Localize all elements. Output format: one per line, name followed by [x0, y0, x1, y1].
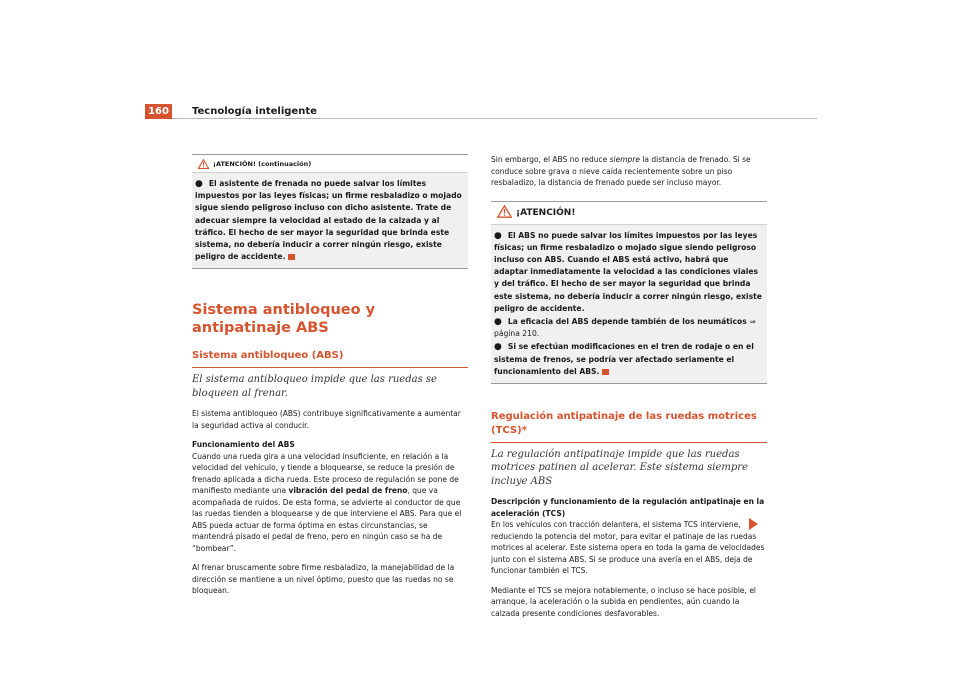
bullet-icon: ●: [494, 342, 502, 353]
tcs-lead: La regulación antipatinaje impide que las ruedas motrices patinen al acelerar. Este sistema siempre incluye ABS: [491, 448, 749, 487]
warning-item-text: Si se efectúan modificaciones en el tren de rodaje o en el sistema de frenos, se podría ver afectado seriamente el funcionamiento del ABS.: [494, 342, 754, 376]
abs-distance-text: [491, 154, 767, 189]
section-title: Sistema antibloqueo y antipatinaje ABS: [192, 302, 376, 337]
warning-item-text: El ABS no puede salvar los límites impuestos por las leyes físicas; un firme resbaladizo o mojado sigue siendo peligroso incluso con ABS. Cuando el ABS está activo, habrá que adaptar inmediatamente la velocidad a las condiciones viales y del tráfico. El hecho de ser mayor la seguridad que brinda este sistema, no debería inducir a correr ningún riesgo, existe peligro de accidente.: [494, 230, 762, 313]
abs-function-text: [192, 451, 468, 555]
warning-triangle-icon: [198, 154, 209, 173]
text-run: Sin embargo, el ABS no reduce: [491, 155, 610, 164]
warning-item: [494, 230, 764, 315]
warning-triangle-icon: [497, 203, 512, 222]
warning-header: [491, 202, 767, 225]
text-run-bold: vibración del pedal de freno: [288, 486, 408, 496]
page-number: 160: [145, 104, 172, 119]
subsection-title-tcs: Regulación antipatinaje de las ruedas motrices (TCS)*: [491, 410, 767, 443]
continue-arrow-icon: [749, 518, 758, 530]
abs-intro: El sistema antibloqueo (ABS) contribuye significativamente a aumentar la seguridad activa al conducir.: [192, 409, 461, 430]
warning-item: [195, 178, 465, 263]
warning-body: [491, 225, 767, 383]
warning-item-text: La eficacia del ABS depende también de los neumáticos: [507, 316, 750, 326]
right-column: [491, 154, 767, 619]
subsection-title-abs: Sistema antibloqueo (ABS): [192, 349, 468, 368]
tcs-description-text: En los vehículos con tracción delantera, el sistema TCS interviene, reduciendo la potencia del motor, para evitar el patinaje de las ruedas motrices al acelerar. Este sistema opera en toda la gama de velocidades junto con el sistema ABS. Si se produce una avería en el ABS, deja de funcionar también el TCS.: [491, 520, 765, 576]
abs-lead: El sistema antibloqueo impide que las ruedas se bloqueen al frenar.: [192, 374, 437, 399]
warning-item: [494, 316, 764, 340]
text-run: , que va acompañada de ruidos. De esta forma, se advierte al conductor de que las ruedas tienden a bloquearse y de que interviene el ABS. Para que el ABS pueda actuar de forma óptima en estas circunstancias, se mantendrá pisado el pedal de freno, pero en ningún caso se ha de “bombear”.: [192, 486, 462, 553]
warning-item: [494, 341, 764, 378]
warning-box: [491, 201, 767, 384]
page-reference-link[interactable]: ⇒ página 210.: [494, 316, 756, 339]
text-run: Cuando una rueda gira a una velocidad insuficiente, en relación a la velocidad del vehículo, y tiende a bloquearse, se reduce la presión de frenado aplicada a dicha rueda. Este proceso de regulación se pone de manifiesto mediante una: [192, 451, 459, 496]
chapter-title: Tecnología inteligente: [192, 106, 317, 117]
bullet-icon: ●: [494, 230, 502, 241]
text-run-italic: siempre: [609, 155, 640, 164]
bullet-icon: ●: [494, 316, 502, 327]
warning-continued-body: [192, 173, 468, 268]
text-run: la distancia de frenado. Si se conduce sobre grava o nieve caída recientemente sobre un piso resbaladizo, la distancia de frenado puede ser incluso mayor.: [491, 155, 751, 187]
tcs-benefit-text: Mediante el TCS se mejora notablemente, o incluso se hace posible, el arranque, la aceleración o la subida en pendientes, aún cuando la calzada presente condiciones desfavorables.: [491, 585, 757, 618]
abs-braking-text: Al frenar bruscamente sobre firme resbaladizo, la manejabilidad de la dirección se mantiene a un nivel óptimo, puesto que las ruedas no se bloquean.: [192, 563, 455, 596]
header-divider: [172, 118, 817, 119]
bullet-icon: ●: [195, 179, 203, 189]
warning-item-text: El asistente de frenada no puede salvar los límites impuestos por las leyes físicas; un firme resbaladizo o mojado sigue siendo peligroso incluso con dicho asistente. Trate de adecuar siempre la velocidad al estado de la calzada y al tráfico. El hecho de ser mayor la seguridad que brinda este sistema, no debería inducir a correr ningún riesgo, existe peligro de accidente.: [195, 179, 462, 262]
abs-function-heading: Funcionamiento del ABS: [192, 440, 295, 450]
warning-label: ¡ATENCIÓN!: [516, 207, 576, 218]
warning-continued-box: [192, 154, 468, 269]
warning-continued-label: ¡ATENCIÓN! (continuación): [213, 159, 312, 168]
section-end-icon: [288, 254, 295, 260]
warning-continued-header: [192, 155, 468, 173]
tcs-description-heading: Descripción y funcionamiento de la regulación antipatinaje en la aceleración (TCS): [491, 497, 765, 518]
section-end-icon: [602, 369, 609, 375]
left-column: [192, 154, 468, 597]
